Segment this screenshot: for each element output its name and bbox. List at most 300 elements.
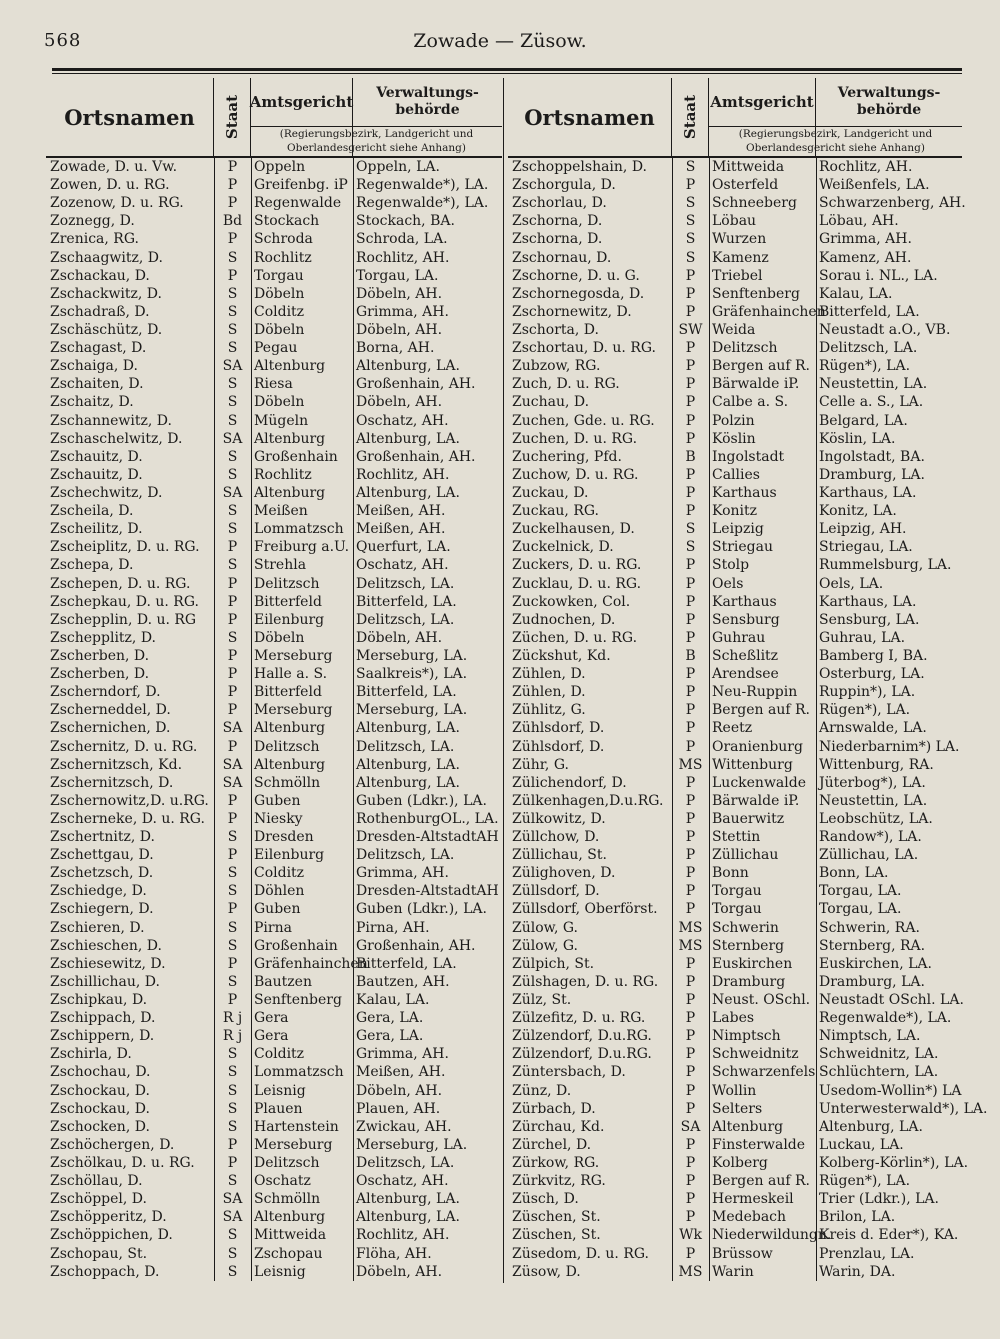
table-row [508, 738, 962, 756]
state-code: MS [678, 756, 703, 773]
table-row [46, 774, 502, 792]
amtsgericht: Plauen [254, 1100, 303, 1117]
place-name: Zschadraß, D. [50, 303, 150, 320]
left-column-table [46, 78, 502, 1281]
amtsgericht: Oschatz [254, 1173, 311, 1190]
verwaltungsbehoerde: Döbeln, AH. [356, 1082, 443, 1099]
state-code: P [685, 702, 696, 719]
table-row [46, 484, 502, 502]
amtsgericht: Regenwalde [254, 195, 342, 212]
table-row [46, 285, 502, 303]
table-row [46, 520, 502, 538]
table-row [508, 538, 962, 556]
table-row [508, 466, 962, 484]
header-staat [672, 78, 709, 156]
state-code: P [227, 647, 238, 664]
verwaltungsbehoerde: Neustadt a.O., VB. [819, 321, 951, 338]
table-row [508, 1208, 962, 1226]
table-row [508, 955, 962, 973]
state-code: SW [678, 321, 703, 338]
table-row [46, 357, 502, 375]
table-row [46, 393, 502, 411]
amtsgericht: Oppeln [254, 159, 306, 175]
table-row [46, 701, 502, 719]
state-code: P [685, 684, 696, 701]
header-staat-label: Staat [223, 94, 242, 140]
amtsgericht: Delitzsch [254, 1155, 320, 1172]
table-row [508, 683, 962, 701]
state-code: P [227, 231, 238, 248]
verwaltungsbehoerde: Löbau, AH. [819, 213, 899, 230]
table-row [508, 357, 962, 375]
amtsgericht: Bautzen [254, 973, 312, 990]
amtsgericht: Pegau [254, 340, 298, 357]
state-code: MS [678, 919, 703, 936]
place-name: Zschockau, D. [50, 1100, 150, 1117]
table-row [508, 412, 962, 430]
state-code: R j [222, 1010, 243, 1027]
verwaltungsbehoerde: Striegau, LA. [819, 539, 913, 556]
verwaltungsbehoerde: Schwerin, RA. [819, 919, 920, 936]
place-name: Zschipkau, D. [50, 992, 148, 1009]
state-code: P [227, 810, 238, 827]
amtsgericht: Calbe a. S. [712, 394, 789, 411]
table-row [46, 846, 502, 864]
table-row [46, 882, 502, 900]
table-row [508, 647, 962, 665]
table-row [46, 1082, 502, 1100]
amtsgericht: Torgau [254, 267, 304, 284]
table-header [46, 78, 502, 158]
place-name: Zschorlau, D. [512, 195, 607, 212]
amtsgericht: Gräfenhainchen [712, 303, 826, 320]
amtsgericht: Züllichau [712, 847, 779, 864]
table-row [46, 665, 502, 683]
page-number: 568 [44, 30, 82, 51]
state-code: P [685, 376, 696, 393]
table-row [46, 430, 502, 448]
state-code: P [685, 1028, 696, 1045]
table-row [508, 393, 962, 411]
state-code: SA [222, 756, 243, 773]
running-head: Zowade — Züsow. [413, 30, 587, 52]
place-name: Zuchen, D. u. RG. [512, 430, 638, 447]
table-row [508, 1027, 962, 1045]
amtsgericht: Medebach [712, 1209, 787, 1226]
table-row [46, 556, 502, 574]
place-name: Zschernichen, D. [50, 720, 171, 737]
place-name: Zuchen, Gde. u. RG. [512, 412, 655, 429]
place-name: Züchen, D. u. RG. [512, 629, 638, 646]
amtsgericht: Schweidnitz [712, 1046, 799, 1063]
place-name: Zucklau, D. u. RG. [512, 575, 642, 592]
state-code: P [685, 575, 696, 592]
verwaltungsbehoerde: Neustadt OSchl. LA. [819, 992, 964, 1009]
verwaltungsbehoerde: Oels, LA. [819, 575, 884, 592]
verwaltungsbehoerde: Bautzen, AH. [356, 973, 450, 990]
state-code: S [685, 539, 696, 556]
amtsgericht: Kamenz [712, 249, 769, 266]
verwaltungsbehoerde: Altenburg, LA. [356, 1191, 460, 1208]
table-row [46, 158, 502, 176]
place-name: Zürkow, RG. [512, 1155, 600, 1172]
verwaltungsbehoerde: Altenburg, LA. [356, 358, 460, 375]
amtsgericht: Kolberg [712, 1155, 768, 1172]
table-row [508, 1118, 962, 1136]
verwaltungsbehoerde: Döbeln, AH. [356, 285, 443, 302]
state-code: P [685, 1046, 696, 1063]
table-row [46, 1009, 502, 1027]
amtsgericht: Leisnig [254, 1082, 306, 1099]
state-code: P [227, 955, 238, 972]
amtsgericht: Niesky [254, 810, 303, 827]
table-row [46, 1226, 502, 1244]
amtsgericht: Finsterwalde [712, 1136, 806, 1153]
table-row [46, 412, 502, 430]
verwaltungsbehoerde: Flöha, AH. [356, 1245, 432, 1262]
amtsgericht: Hartenstein [254, 1118, 339, 1135]
amtsgericht: Greifenbg. iP [254, 177, 348, 194]
place-name: Zschackau, D. [50, 267, 150, 284]
table-row [46, 249, 502, 267]
state-code: P [685, 901, 696, 918]
state-code: MS [678, 937, 703, 954]
place-name: Zschornegosda, D. [512, 285, 645, 302]
place-name: Zschernitz, D. u. RG. [50, 738, 198, 755]
place-name: Zühr, G. [512, 756, 569, 773]
verwaltungsbehoerde: Warin, DA. [819, 1263, 896, 1280]
table-row [46, 1063, 502, 1081]
header-verwaltungsbehoerde: Verwaltungs-behörde [816, 78, 962, 127]
verwaltungsbehoerde: Oppeln, LA. [356, 159, 440, 175]
table-row [508, 1136, 962, 1154]
table-row [46, 973, 502, 991]
amtsgericht: Merseburg [254, 1136, 333, 1153]
state-code: P [227, 267, 238, 284]
place-name: Zürbach, D. [512, 1100, 596, 1117]
place-name: Zschirla, D. [50, 1046, 132, 1063]
place-name: Zscherneke, D. u. RG. [50, 810, 205, 827]
table-row [508, 230, 962, 248]
verwaltungsbehoerde: Regenwalde*), LA. [819, 1010, 952, 1027]
state-code: P [227, 539, 238, 556]
verwaltungsbehoerde: Großenhain, AH. [356, 448, 476, 465]
state-code: S [227, 1100, 238, 1117]
table-row [508, 756, 962, 774]
place-name: Zoznegg, D. [50, 213, 135, 230]
table-row [508, 774, 962, 792]
amtsgericht: Colditz [254, 1046, 305, 1063]
amtsgericht: Köslin [712, 430, 756, 447]
state-code: P [685, 593, 696, 610]
verwaltungsbehoerde: Dresden-AltstadtAH [356, 829, 499, 846]
state-code: P [227, 1136, 238, 1153]
table-row [46, 919, 502, 937]
verwaltungsbehoerde: Döbeln, AH. [356, 394, 443, 411]
amtsgericht: Leisnig [254, 1263, 306, 1280]
place-name: Zubzow, RG. [512, 358, 601, 375]
amtsgericht: Bärwalde iP. [712, 792, 800, 809]
verwaltungsbehoerde: Delitzsch, LA. [819, 340, 918, 357]
table-row [46, 629, 502, 647]
place-name: Zuckau, D. [512, 484, 589, 501]
verwaltungsbehoerde: Celle a. S., LA. [819, 394, 924, 411]
state-code: P [685, 883, 696, 900]
verwaltungsbehoerde: Kamenz, AH. [819, 249, 912, 266]
verwaltungsbehoerde: Wittenburg, RA. [819, 756, 934, 773]
verwaltungsbehoerde: Gera, LA. [356, 1010, 424, 1027]
verwaltungsbehoerde: Bitterfeld, LA. [819, 303, 920, 320]
table-row [46, 810, 502, 828]
place-name: Zürkvitz, RG. [512, 1173, 606, 1190]
state-code: P [685, 774, 696, 791]
verwaltungsbehoerde: Kreis d. Eder*), KA. [819, 1227, 959, 1244]
amtsgericht: Guben [254, 901, 301, 918]
place-name: Zülichendorf, D. [512, 774, 627, 791]
place-name: Zschorta, D. [512, 321, 599, 338]
state-code: S [227, 285, 238, 302]
verwaltungsbehoerde: Züllichau, LA. [819, 847, 919, 864]
amtsgericht: Labes [712, 1010, 755, 1027]
table-row [508, 556, 962, 574]
state-code: P [685, 973, 696, 990]
verwaltungsbehoerde: Altenburg, LA. [356, 484, 460, 501]
table-row [508, 593, 962, 611]
state-code: P [227, 195, 238, 212]
state-code: P [685, 865, 696, 882]
verwaltungsbehoerde: Bitterfeld, LA. [356, 593, 457, 610]
place-name: Zschorne, D. u. G. [512, 267, 640, 284]
header-staat [214, 78, 251, 156]
table-row [508, 1082, 962, 1100]
state-code: S [227, 249, 238, 266]
place-name: Zowade, D. u. Vw. [50, 159, 178, 175]
state-code: S [227, 919, 238, 936]
state-code: SA [222, 1209, 243, 1226]
place-name: Zschaitz, D. [50, 394, 134, 411]
verwaltungsbehoerde: Kalau, LA. [356, 992, 430, 1009]
amtsgericht: Neust. OSchl. [712, 992, 811, 1009]
verwaltungsbehoerde: Zwickau, AH. [356, 1118, 452, 1135]
verwaltungsbehoerde: Meißen, AH. [356, 521, 446, 538]
verwaltungsbehoerde: Torgau, LA. [356, 267, 439, 284]
state-code: P [227, 611, 238, 628]
place-name: Zschiegern, D. [50, 901, 154, 918]
amtsgericht: Wurzen [712, 231, 767, 248]
place-name: Züschen, St. [512, 1209, 601, 1226]
amtsgericht: Freiburg a.U. [254, 539, 350, 556]
place-name: Zürchel, D. [512, 1136, 592, 1153]
header-amtsgericht: Amtsgericht [251, 78, 352, 127]
amtsgericht: Gera [254, 1010, 289, 1027]
verwaltungsbehoerde: Altenburg, LA. [356, 720, 460, 737]
place-name: Zschieren, D. [50, 919, 145, 936]
place-name: Zschöchergen, D. [50, 1136, 175, 1153]
state-code: S [227, 394, 238, 411]
verwaltungsbehoerde: Kolberg-Körlin*), LA. [819, 1155, 969, 1172]
state-code: S [227, 865, 238, 882]
table-row [46, 1154, 502, 1172]
header-verwaltungsbehoerde: Verwaltungs-behörde [353, 78, 502, 127]
place-name: Zünz, D. [512, 1082, 572, 1099]
amtsgericht: Halle a. S. [254, 666, 328, 683]
place-name: Zschippern, D. [50, 1028, 155, 1045]
verwaltungsbehoerde: Unterwesterwald*), LA. [819, 1100, 988, 1117]
table-row [46, 339, 502, 357]
table-row [508, 629, 962, 647]
amtsgericht: Altenburg [254, 756, 326, 773]
amtsgericht: Torgau [712, 901, 762, 918]
verwaltungsbehoerde: Ingolstadt, BA. [819, 448, 925, 465]
verwaltungsbehoerde: Altenburg, LA. [819, 1118, 923, 1135]
state-code: P [685, 285, 696, 302]
verwaltungsbehoerde: Rochlitz, AH. [356, 466, 450, 483]
top-rule-thin [52, 73, 962, 74]
state-code: P [685, 720, 696, 737]
place-name: Zschepplitz, D. [50, 629, 157, 646]
table-row [508, 864, 962, 882]
verwaltungsbehoerde: Köslin, LA. [819, 430, 896, 447]
verwaltungsbehoerde: Regenwalde*), LA. [356, 195, 489, 212]
amtsgericht: Lommatzsch [254, 521, 344, 538]
amtsgericht: Weida [712, 321, 756, 338]
verwaltungsbehoerde: Merseburg, LA. [356, 702, 468, 719]
verwaltungsbehoerde: Randow*), LA. [819, 829, 922, 846]
state-code: P [685, 1064, 696, 1081]
amtsgericht: Guhrau [712, 629, 766, 646]
place-name: Züschen, St. [512, 1227, 601, 1244]
verwaltungsbehoerde: Oschatz, AH. [356, 412, 449, 429]
amtsgericht: Striegau [712, 539, 773, 556]
verwaltungsbehoerde: Jüterbog*), LA. [819, 774, 926, 791]
amtsgericht: Altenburg [254, 358, 326, 375]
amtsgericht: Löbau [712, 213, 757, 230]
verwaltungsbehoerde: Schwarzenberg, AH. [819, 195, 966, 212]
place-name: Zschackwitz, D. [50, 285, 162, 302]
place-name: Zschagast, D. [50, 340, 147, 357]
verwaltungsbehoerde: Trier (Ldkr.), LA. [819, 1191, 939, 1208]
state-code: S [227, 521, 238, 538]
state-code: P [685, 303, 696, 320]
table-row [46, 900, 502, 918]
place-name: Zschochau, D. [50, 1064, 151, 1081]
table-row [508, 339, 962, 357]
amtsgericht: Callies [712, 466, 760, 483]
amtsgericht: Karthaus [712, 593, 777, 610]
place-name: Züsedom, D. u. RG. [512, 1245, 649, 1262]
table-row [46, 303, 502, 321]
verwaltungsbehoerde: RothenburgOL., LA. [356, 810, 499, 827]
amtsgericht: Stockach [254, 213, 320, 230]
amtsgericht: Oels [712, 575, 744, 592]
amtsgericht: Colditz [254, 865, 305, 882]
state-code: P [685, 1136, 696, 1153]
amtsgericht: Arendsee [712, 666, 779, 683]
amtsgericht: Altenburg [254, 430, 326, 447]
place-name: Zuckers, D. u. RG. [512, 557, 642, 574]
state-code: S [227, 1082, 238, 1099]
state-code: S [227, 340, 238, 357]
state-code: SA [222, 430, 243, 447]
state-code: P [685, 340, 696, 357]
state-code: P [227, 1155, 238, 1172]
amtsgericht: Colditz [254, 303, 305, 320]
table-row [46, 738, 502, 756]
amtsgericht: Wollin [712, 1082, 757, 1099]
state-code: SA [680, 1118, 701, 1135]
state-code: P [685, 484, 696, 501]
header-amtsgericht: Amtsgericht [709, 78, 815, 127]
verwaltungsbehoerde: Schweidnitz, LA. [819, 1046, 939, 1063]
state-code: S [685, 249, 696, 266]
amtsgericht: Schneeberg [712, 195, 797, 212]
state-code: P [685, 1173, 696, 1190]
place-name: Zrenica, RG. [50, 231, 139, 248]
verwaltungsbehoerde: Delitzsch, LA. [356, 611, 455, 628]
place-name: Zschäschütz, D. [50, 321, 163, 338]
place-name: Zschoppelshain, D. [512, 159, 648, 175]
amtsgericht: Gräfenhainchen [254, 955, 368, 972]
place-name: Zürchau, Kd. [512, 1118, 605, 1135]
verwaltungsbehoerde: Bitterfeld, LA. [356, 955, 457, 972]
table-row [46, 267, 502, 285]
verwaltungsbehoerde: Döbeln, AH. [356, 321, 443, 338]
place-name: Zscherben, D. [50, 666, 150, 683]
state-code: S [227, 937, 238, 954]
amtsgericht: Konitz [712, 503, 758, 520]
table-row [508, 158, 962, 176]
verwaltungsbehoerde: Plauen, AH. [356, 1100, 441, 1117]
place-name: Zuckau, RG. [512, 503, 600, 520]
verwaltungsbehoerde: Merseburg, LA. [356, 1136, 468, 1153]
table-row [508, 1226, 962, 1244]
place-name: Zschöppel, D. [50, 1191, 147, 1208]
amtsgericht: Stettin [712, 829, 761, 846]
verwaltungsbehoerde: Saalkreis*), LA. [356, 666, 468, 683]
verwaltungsbehoerde: Sternberg, RA. [819, 937, 926, 954]
state-code: P [227, 593, 238, 610]
amtsgericht: Bärwalde iP. [712, 376, 800, 393]
place-name: Zülighoven, D. [512, 865, 616, 882]
amtsgericht: Döhlen [254, 883, 305, 900]
place-name: Zowen, D. u. RG. [50, 177, 170, 194]
verwaltungsbehoerde: Dresden-AltstadtAH [356, 883, 499, 900]
table-row [508, 1172, 962, 1190]
amtsgericht: Niederwildungn. [712, 1227, 832, 1244]
state-code: S [227, 973, 238, 990]
verwaltungsbehoerde: Torgau, LA. [819, 883, 902, 900]
place-name: Zschettgau, D. [50, 847, 154, 864]
table-row [46, 756, 502, 774]
state-code: P [685, 430, 696, 447]
table-row [46, 321, 502, 339]
verwaltungsbehoerde: Rummelsburg, LA. [819, 557, 952, 574]
verwaltungsbehoerde: Delitzsch, LA. [356, 1155, 455, 1172]
amtsgericht: Schwerin [712, 919, 779, 936]
state-code: S [227, 376, 238, 393]
table-row [46, 212, 502, 230]
verwaltungsbehoerde: Nimptsch, LA. [819, 1028, 921, 1045]
place-name: Zuchering, Pfd. [512, 448, 622, 465]
place-name: Zschernitzsch, D. [50, 774, 174, 791]
place-name: Zschornau, D. [512, 249, 612, 266]
amtsgericht: Pirna [254, 919, 292, 936]
verwaltungsbehoerde: Rügen*), LA. [819, 358, 911, 375]
place-name: Zschepkau, D. u. RG. [50, 593, 199, 610]
amtsgericht: Senftenberg [712, 285, 800, 302]
verwaltungsbehoerde: Neustettin, LA. [819, 792, 928, 809]
place-name: Zschornewitz, D. [512, 303, 632, 320]
